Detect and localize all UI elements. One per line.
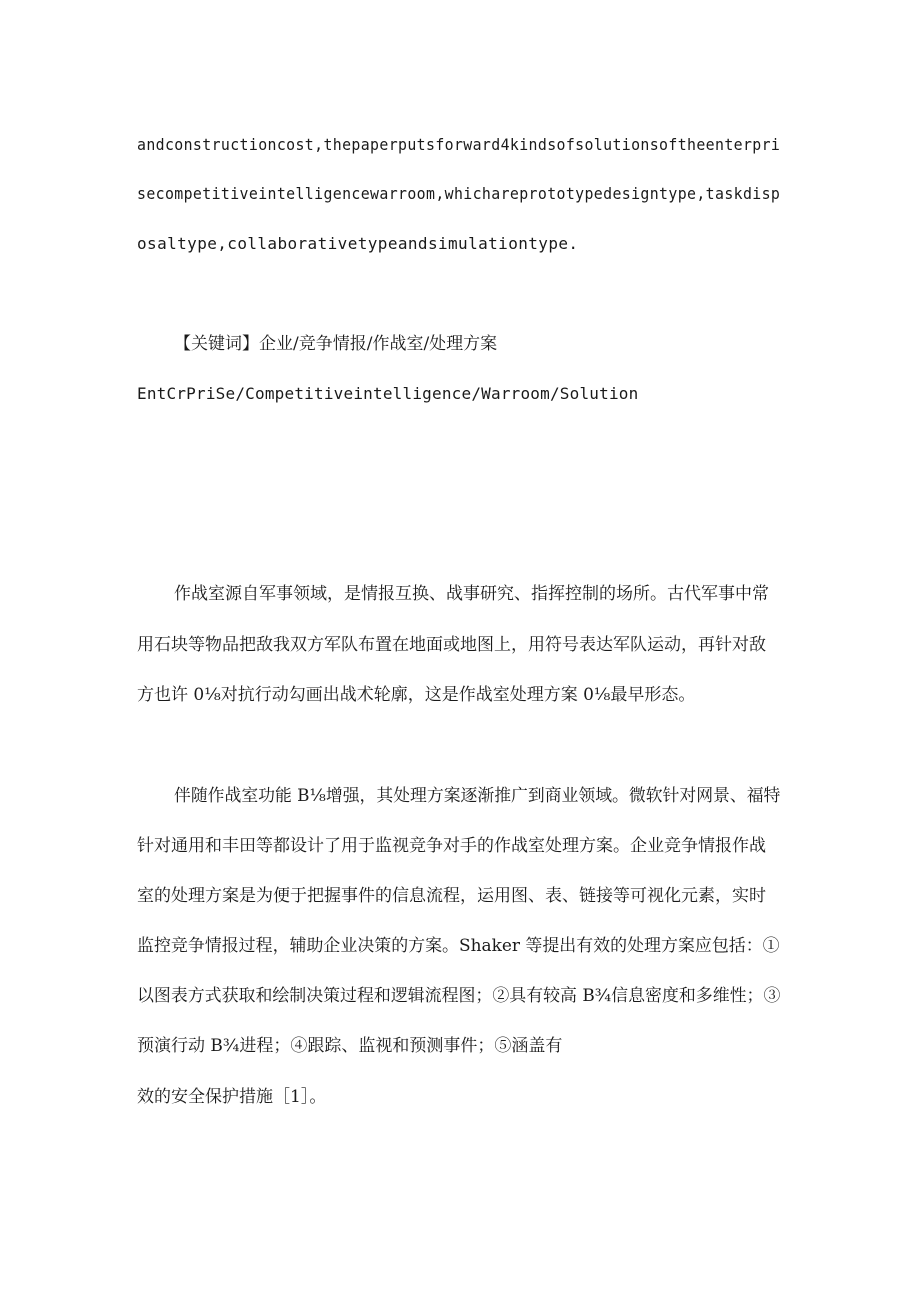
paragraph2-line-4: 监控竞争情报过程，辅助企业决策的方案。Shaker 等提出有效的处理方案应包括：① [137, 936, 780, 956]
paragraph1-line-1: 作战室源自军事领域，是情报互换、战事研究、指挥控制的场所。古代军事中常 [174, 584, 769, 604]
abstract-line-1: andconstructioncost,thepaperputsforward4kindsofsolutionsoftheenterpri [137, 135, 781, 154]
paragraph2-line-2: 针对通用和丰田等都设计了用于监视竞争对手的作战室处理方案。企业竞争情报作战 [137, 836, 766, 856]
paragraph2-line-5: 以图表方式获取和绘制决策过程和逻辑流程图；②具有较高 B¾信息密度和多维性；③ [137, 986, 781, 1006]
abstract-line-3: osaltype,collaborativetypeandsimulationtype. [137, 234, 579, 253]
paragraph1-line-2: 用石块等物品把敌我双方军队布置在地面或地图上，用符号表达军队运动，再针对敌 [137, 635, 766, 655]
paragraph1-line-3: 方也许 0⅛对抗行动勾画出战术轮廓，这是作战室处理方案 0⅛最早形态。 [137, 685, 696, 705]
keywords-en: EntCrPriSe/Competitiveintelligence/Warroom/Solution [137, 384, 639, 403]
paragraph2-line-6: 预演行动 B¾进程；④跟踪、监视和预测事件；⑤涵盖有 [137, 1036, 563, 1056]
paragraph2-line-3: 室的处理方案是为便于把握事件的信息流程，运用图、表、链接等可视化元素，实时 [137, 886, 766, 906]
keywords-cn: 【关键词】企业/竞争情报/作战室/处理方案 [174, 334, 498, 354]
abstract-line-2: secompetitiveintelligencewarroom,whichareprototypedesigntype,taskdisp [137, 184, 781, 203]
paragraph2-line-7: 效的安全保护措施［1］。 [137, 1087, 327, 1107]
paragraph2-line-1: 伴随作战室功能 B⅛增强，其处理方案逐渐推广到商业领域。微软针对网景、福特 [174, 786, 781, 806]
